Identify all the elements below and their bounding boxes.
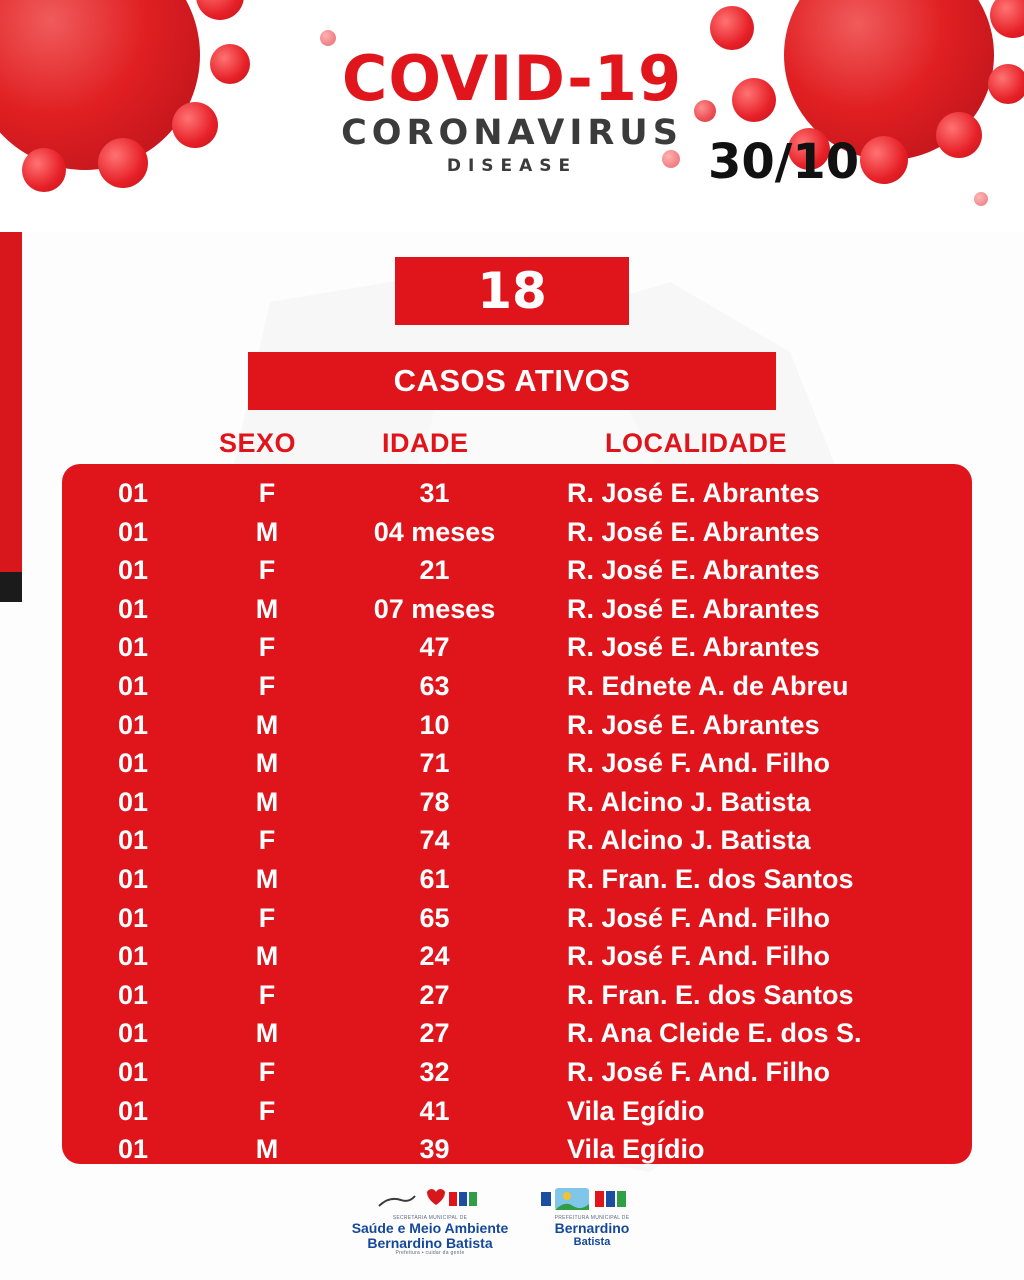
- cell-qty: 01: [117, 979, 149, 1010]
- cell-qty: 01: [117, 593, 149, 624]
- table-row: [62, 744, 972, 783]
- cell-locality: R. José F. And. Filho: [567, 902, 831, 933]
- cell-qty: 01: [117, 1095, 149, 1126]
- logo-saude-line2: Bernardino Batista: [367, 1234, 493, 1251]
- table-row: [62, 590, 972, 629]
- cell-age: 78: [419, 786, 450, 817]
- cell-sex: M: [255, 1018, 279, 1049]
- cell-sex: F: [258, 979, 276, 1010]
- cell-age: 21: [419, 555, 450, 586]
- active-cases-label-badge: [248, 352, 776, 410]
- title-disease: DISEASE: [446, 156, 578, 176]
- active-cases-count-badge: [395, 257, 629, 325]
- cell-sex: F: [258, 825, 276, 856]
- cell-locality: R. José E. Abrantes: [567, 632, 820, 663]
- cell-qty: 01: [117, 1134, 149, 1165]
- virus-dot: [974, 192, 988, 206]
- cell-locality: R. Alcino J. Batista: [567, 786, 811, 817]
- header-localidade: LOCALIDADE: [605, 428, 787, 458]
- table-row: [62, 513, 972, 552]
- cell-age: 31: [419, 478, 450, 508]
- logo-prefeitura: [512, 1186, 672, 1248]
- logo-saude-tagline: Prefeitura • cuidar da gente: [395, 1250, 465, 1257]
- cell-qty: 01: [117, 1018, 149, 1049]
- cell-qty: 01: [117, 1056, 149, 1087]
- poster-header: [0, 0, 1024, 232]
- cell-qty: 01: [117, 516, 149, 547]
- stethoscope-heart-icon: [375, 1186, 485, 1212]
- cell-sex: F: [258, 1056, 276, 1087]
- cell-locality: R. Alcino J. Batista: [567, 825, 811, 856]
- table-row: [62, 474, 972, 513]
- cell-qty: 01: [117, 632, 149, 663]
- cell-qty: 01: [117, 670, 149, 701]
- cell-age: 32: [419, 1056, 450, 1087]
- table-row: [62, 667, 972, 706]
- cell-locality: R. Ednete A. de Abreu: [567, 670, 849, 701]
- cell-qty: 01: [117, 748, 149, 779]
- logo-saude-kicker: SECRETARIA MUNICIPAL DE: [392, 1215, 468, 1221]
- table-row: [62, 899, 972, 938]
- title-covid: COVID-19: [341, 42, 683, 115]
- table-row: [62, 783, 972, 822]
- left-accent-bar-red: [0, 232, 22, 572]
- cell-locality: R. Fran. E. dos Santos: [567, 863, 854, 894]
- cell-locality: R. José F. And. Filho: [567, 941, 831, 972]
- cell-qty: 01: [117, 555, 149, 586]
- cell-age: 04 meses: [373, 516, 496, 547]
- cell-locality: R. José E. Abrantes: [567, 516, 820, 547]
- cell-sex: M: [255, 516, 279, 547]
- city-crest-graphic: [537, 1186, 647, 1212]
- cell-age: 47: [419, 632, 450, 663]
- cell-sex: M: [255, 593, 279, 624]
- cell-qty: 01: [117, 902, 149, 933]
- cell-qty: 01: [117, 863, 149, 894]
- poster-title: [0, 42, 1024, 176]
- cell-age: 10: [419, 709, 450, 740]
- cell-sex: F: [258, 670, 276, 701]
- cell-sex: M: [255, 748, 279, 779]
- virus-dot: [320, 30, 336, 46]
- cell-age: 07 meses: [373, 593, 496, 624]
- table-row: [62, 1092, 972, 1131]
- table-row: [62, 976, 972, 1015]
- cases-table: [62, 464, 972, 1164]
- table-row: [62, 628, 972, 667]
- cell-age: 65: [419, 902, 450, 933]
- cell-sex: F: [258, 478, 276, 508]
- cell-locality: R. Ana Cleide E. dos S.: [567, 1018, 862, 1049]
- table-row: [62, 706, 972, 745]
- active-cases-label: CASOS ATIVOS: [393, 363, 631, 398]
- cell-age: 39: [419, 1134, 450, 1165]
- cell-age: 24: [419, 941, 450, 972]
- active-cases-count: 18: [477, 262, 547, 320]
- cell-locality: R. José E. Abrantes: [567, 593, 820, 624]
- table-row: [62, 1130, 972, 1169]
- city-shield-icon: [537, 1186, 647, 1212]
- table-row: [62, 821, 972, 860]
- cell-locality: R. José F. And. Filho: [567, 1056, 831, 1087]
- poster-footer: [0, 1180, 1024, 1280]
- table-row: [62, 937, 972, 976]
- logo-prefeitura-line1: Bernardino: [554, 1220, 630, 1236]
- cell-qty: 01: [117, 941, 149, 972]
- cell-age: 71: [419, 748, 450, 779]
- cell-age: 27: [419, 1018, 450, 1049]
- report-date: 30/10: [708, 134, 860, 190]
- cell-age: 27: [419, 979, 450, 1010]
- cell-age: 74: [419, 825, 450, 856]
- left-accent-bar-dark: [0, 572, 22, 602]
- cell-locality: R. José E. Abrantes: [567, 555, 820, 586]
- cell-qty: 01: [117, 825, 149, 856]
- ribbon-graphic: [375, 1186, 485, 1212]
- table-row: [62, 860, 972, 899]
- cell-sex: F: [258, 902, 276, 933]
- cell-qty: 01: [117, 786, 149, 817]
- table-row: [62, 1014, 972, 1053]
- logo-secretaria-saude: [350, 1186, 510, 1256]
- cell-locality: R. Fran. E. dos Santos: [567, 979, 854, 1010]
- logo-prefeitura-kicker: PREFEITURA MUNICIPAL DE: [554, 1215, 630, 1221]
- header-sexo: SEXO: [219, 428, 297, 458]
- cell-sex: F: [258, 632, 276, 663]
- cell-sex: F: [258, 1095, 276, 1126]
- cell-locality: Vila Egídio: [567, 1134, 705, 1165]
- title-coronavirus: CORONAVIRUS: [341, 113, 683, 153]
- cell-sex: M: [255, 1134, 279, 1165]
- header-idade: IDADE: [382, 428, 469, 458]
- cell-age: 63: [419, 670, 450, 701]
- cell-sex: M: [255, 941, 279, 972]
- cell-qty: 01: [117, 478, 149, 508]
- cell-sex: M: [255, 709, 279, 740]
- cell-sex: M: [255, 863, 279, 894]
- table-row: [62, 1053, 972, 1092]
- cell-sex: M: [255, 786, 279, 817]
- cell-age: 41: [419, 1095, 450, 1126]
- cell-locality: Vila Egídio: [567, 1095, 705, 1126]
- table-column-headers: [62, 428, 962, 462]
- cell-sex: F: [258, 555, 276, 586]
- cell-locality: R. José E. Abrantes: [567, 478, 820, 508]
- cell-locality: R. José F. And. Filho: [567, 748, 831, 779]
- cell-age: 61: [419, 863, 450, 894]
- table-row: [62, 551, 972, 590]
- cell-qty: 01: [117, 709, 149, 740]
- logo-saude-line1: Saúde e Meio Ambiente: [351, 1220, 509, 1236]
- logo-prefeitura-line2: Batista: [573, 1235, 611, 1248]
- cell-locality: R. José E. Abrantes: [567, 709, 820, 740]
